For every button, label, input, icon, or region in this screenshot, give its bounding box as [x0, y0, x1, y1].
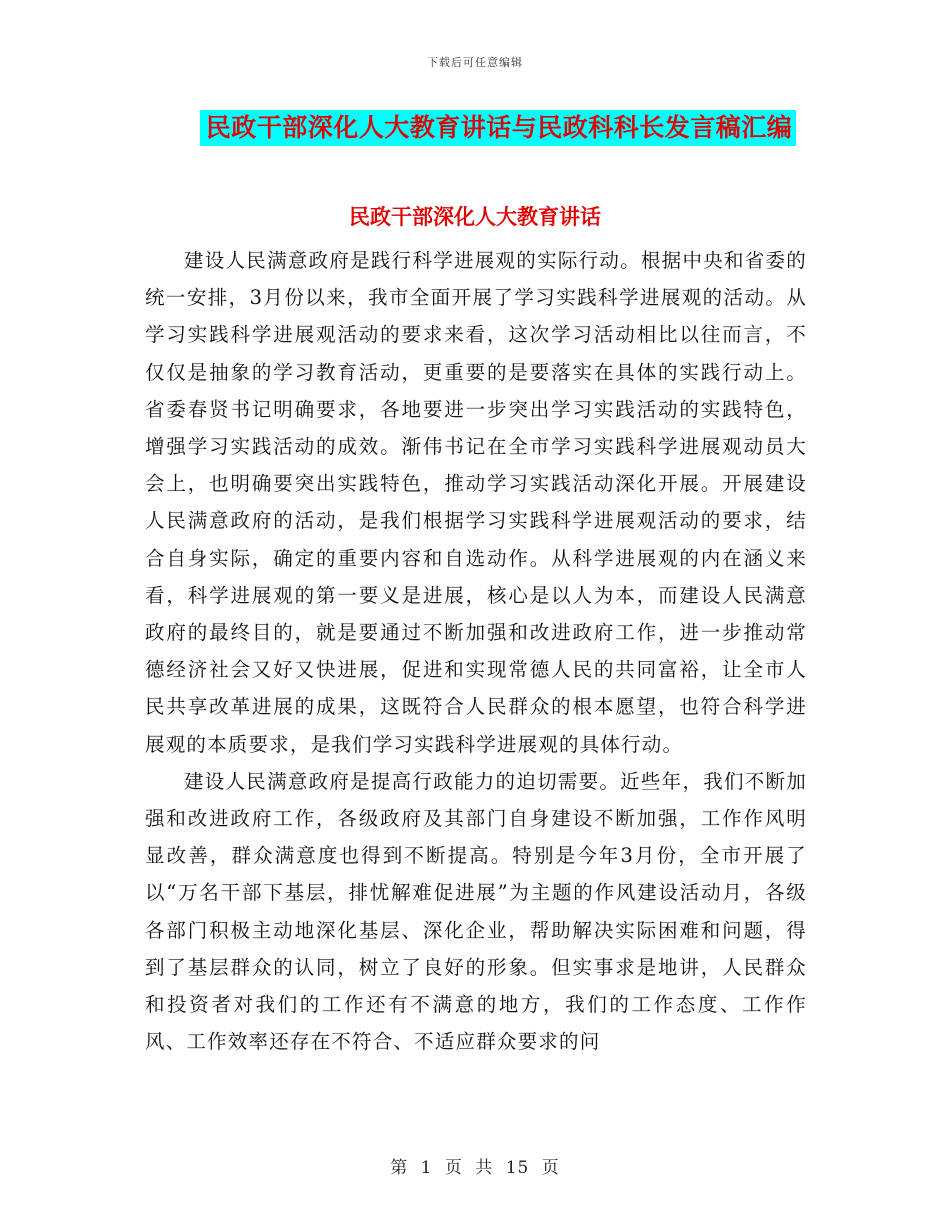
- footer-current-page: 1: [420, 1158, 433, 1178]
- body-paragraph-2: 建设人民满意政府是提高行政能力的迫切需要。近些年，我们不断加强和改进政府工作，各级政府及其部门自身建设不断加强，工作作风明显改善，群众满意度也得到不断提高。特别是今年3月份，全市开展了以“万名干部下基层，排忧解难促进展”为主题的作风建设活动月，各级各部门积极主动地深化基层、深化企业，帮助解决实际困难和问题，得到了基层群众的认同，树立了良好的形象。但实事求是地讲，人民群众和投资者对我们的工作还有不满意的地方，我们的工作态度、工作作风、工作效率还存在不符合、不适应群众要求的问: [145, 769, 807, 1054]
- footer-total-pages: 15: [505, 1158, 530, 1178]
- document-title: 民政干部深化人大教育讲话与民政科科长发言稿汇编: [200, 110, 797, 146]
- footer-page-unit: 页: [444, 1158, 463, 1178]
- page-header-note: 下载后可任意编辑: [427, 56, 523, 69]
- footer-page-label: 第: [390, 1158, 409, 1178]
- section-title: 民政干部深化人大教育讲话: [349, 204, 601, 229]
- page-footer: [0, 1153, 950, 1178]
- footer-total-label: 共: [475, 1158, 494, 1178]
- footer-total-unit: 页: [541, 1158, 560, 1178]
- body-paragraph-1: 建设人民满意政府是践行科学进展观的实际行动。根据中央和省委的统一安排，3月份以来，我市全面开展了学习实践科学进展观的活动。从学习实践科学进展观活动的要求来看，这次学习活动相比以往而言，不仅仅是抽象的学习教育活动，更重要的是要落实在具体的实践行动上。省委春贤书记明确要求，各地要进一步突出学习实践活动的实践特色，增强学习实践活动的成效。渐伟书记在全市学习实践科学进展观动员大会上，也明确要突出实践特色，推动学习实践活动深化开展。开展建设人民满意政府的活动，是我们根据学习实践科学进展观活动的要求，结合自身实际，确定的重要内容和自选动作。从科学进展观的内在涵义来看，科学进展观的第一要义是进展，核心是以人为本，而建设人民满意政府的最终目的，就是要通过不断加强和改进政府工作，进一步推动常德经济社会又好又快进展，促进和实现常德人民的共同富裕，让全市人民共享改革进展的成果，这既符合人民群众的根本愿望，也符合科学进展观的本质要求，是我们学习实践科学进展观的具体行动。: [145, 249, 807, 756]
- document-title-container: [0, 110, 950, 146]
- document-body: [145, 242, 807, 1060]
